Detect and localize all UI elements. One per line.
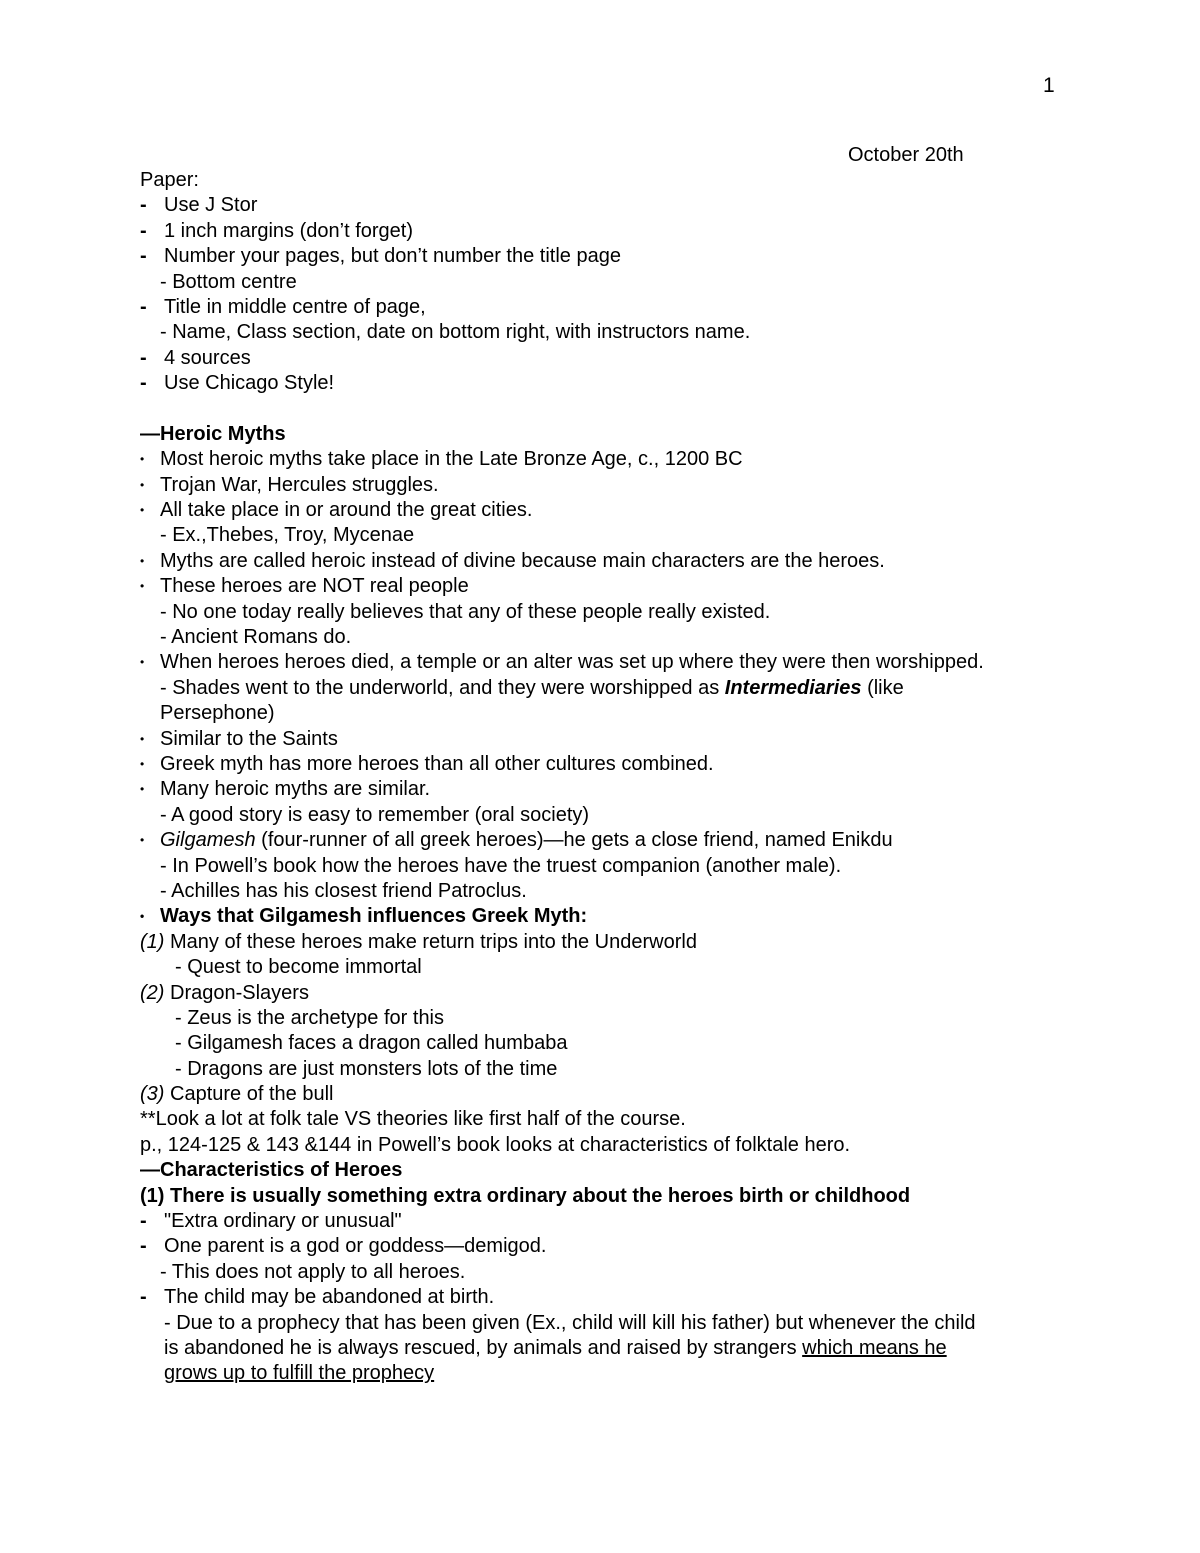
dash-bullet: -: [140, 1286, 147, 1309]
section-heading: —Heroic Myths: [140, 422, 286, 445]
dash-bullet: -: [140, 194, 147, 217]
dash-bullet: -: [140, 372, 147, 395]
underlined-text: grows up to fulfill the prophecy: [164, 1362, 435, 1385]
dot-bullet: •: [140, 731, 145, 746]
dash-bullet: -: [140, 295, 147, 318]
list-item-text: These heroes are NOT real people: [160, 575, 469, 598]
dash-bullet: -: [140, 1235, 147, 1258]
sub-item: [140, 1336, 1060, 1361]
list-item-text: Greek myth has more heroes than all other cultures combined.: [160, 752, 714, 775]
sub-item: - Achilles has his closest friend Patroclus.: [160, 879, 527, 902]
list-item: [140, 1285, 1060, 1310]
numbered-item-text: Many of these heroes make return trips into the Underworld: [170, 930, 697, 953]
item-number: (2): [140, 981, 165, 1004]
list-item: [140, 650, 1060, 675]
list-item: [140, 498, 1060, 523]
point-heading: (1) There is usually something extra ordinary about the heroes birth or childhood: [140, 1184, 911, 1207]
sub-item: [140, 676, 1060, 701]
section-heading: —Characteristics of Heroes: [140, 1159, 403, 1182]
paper-heading: Paper:: [140, 169, 199, 191]
dot-bullet: •: [140, 782, 145, 797]
list-item-text: (four-runner of all greek heroes)—he gets a close friend, named Enikdu: [261, 829, 893, 852]
dot-bullet: •: [140, 833, 145, 848]
date: October 20th: [848, 144, 964, 166]
list-item: [140, 574, 1060, 599]
list-item: [140, 752, 1060, 777]
numbered-item: [140, 981, 1060, 1006]
dash-bullet: -: [140, 245, 147, 268]
sub-item: [140, 1361, 1060, 1386]
list-item-text: Similar to the Saints: [160, 727, 338, 750]
list-item: [140, 1234, 1060, 1259]
list-item: [140, 295, 1060, 320]
sub-item-text: is abandoned he is always rescued, by animals and raised by strangers: [164, 1336, 797, 1359]
sub-item: - Gilgamesh faces a dragon called humbaba: [175, 1032, 568, 1055]
list-item: [140, 447, 1060, 472]
term-gilgamesh: Gilgamesh: [160, 829, 256, 852]
sub-item: - A good story is easy to remember (oral society): [160, 803, 590, 826]
list-item-text: "Extra ordinary or unusual": [164, 1210, 402, 1233]
list-item-text: 1 inch margins (don’t forget): [164, 219, 414, 242]
notes-body: [140, 168, 1060, 1387]
term-intermediaries: Intermediaries: [724, 676, 862, 699]
dot-bullet: •: [140, 756, 145, 771]
note-line: **Look a lot at folk tale VS theories like first half of the course.: [140, 1108, 686, 1131]
list-item-text: When heroes heroes died, a temple or an alter was set up where they were then worshipped.: [160, 651, 984, 674]
item-number: (1): [140, 930, 165, 953]
sub-item: - Zeus is the archetype for this: [175, 1006, 445, 1029]
dash-bullet: -: [140, 1210, 147, 1233]
underlined-text: which means he: [802, 1336, 947, 1359]
numbered-item: [140, 930, 1060, 955]
list-item: [140, 549, 1060, 574]
list-item-text: The child may be abandoned at birth.: [164, 1286, 495, 1309]
dot-bullet: •: [140, 553, 145, 568]
list-item-text: Myths are called heroic instead of divine because main characters are the heroes.: [160, 549, 885, 572]
list-item: [140, 727, 1060, 752]
list-item: [140, 244, 1060, 269]
dot-bullet: •: [140, 477, 145, 492]
sub-item-text: - Shades went to the underworld, and they were worshipped as: [160, 676, 720, 699]
list-item-text: 4 sources: [164, 346, 251, 369]
list-item-text: Number your pages, but don’t number the title page: [164, 245, 621, 268]
dot-bullet: •: [140, 655, 145, 670]
sub-item: Persephone): [160, 702, 275, 725]
sub-item: - This does not apply to all heroes.: [160, 1260, 466, 1283]
item-number: (3): [140, 1083, 165, 1106]
list-item-text: Use Chicago Style!: [164, 372, 335, 395]
list-item-text: Trojan War, Hercules struggles.: [160, 473, 439, 496]
sub-item: - Ancient Romans do.: [160, 626, 352, 649]
list-item: [140, 904, 1060, 929]
dash-bullet: -: [140, 219, 147, 242]
sub-item: - In Powell’s book how the heroes have the truest companion (another male).: [160, 854, 842, 877]
list-item: [140, 828, 1060, 853]
list-item: [140, 371, 1060, 396]
list-item: [140, 346, 1060, 371]
dot-bullet: •: [140, 452, 145, 467]
numbered-item-text: Dragon-Slayers: [170, 981, 309, 1004]
sub-item: - Quest to become immortal: [175, 956, 422, 979]
list-item-text: All take place in or around the great cities.: [160, 499, 533, 522]
sub-item: - No one today really believes that any of these people really existed.: [160, 600, 771, 623]
list-item-text: One parent is a god or goddess—demigod.: [164, 1235, 547, 1258]
list-item-text: Ways that Gilgamesh influences Greek Myth:: [160, 905, 588, 928]
numbered-item: [140, 1082, 1060, 1107]
list-item: [140, 1209, 1060, 1234]
dash-bullet: -: [140, 346, 147, 369]
sub-item-text: (like: [867, 676, 904, 699]
sub-item: - Due to a prophecy that has been given (Ex., child will kill his father) but whenever the child: [164, 1311, 976, 1334]
list-item-text: Use J Stor: [164, 194, 258, 217]
page-number: 1: [1043, 74, 1055, 97]
dot-bullet: •: [140, 909, 145, 924]
list-item-text: Most heroic myths take place in the Late Bronze Age, c., 1200 BC: [160, 448, 743, 471]
dot-bullet: •: [140, 503, 145, 518]
list-item: [140, 193, 1060, 218]
list-item-text: Many heroic myths are similar.: [160, 778, 431, 801]
list-item: [140, 473, 1060, 498]
note-line: p., 124-125 & 143 &144 in Powell’s book looks at characteristics of folktale hero.: [140, 1133, 851, 1156]
sub-item: - Name, Class section, date on bottom right, with instructors name.: [160, 321, 751, 344]
list-item-text: Title in middle centre of page,: [164, 295, 426, 318]
list-item: [140, 219, 1060, 244]
sub-item: - Dragons are just monsters lots of the time: [175, 1057, 558, 1080]
sub-item: - Bottom centre: [160, 270, 297, 293]
sub-item: - Ex.,Thebes, Troy, Mycenae: [160, 524, 415, 547]
list-item: [140, 777, 1060, 802]
numbered-item-text: Capture of the bull: [170, 1083, 334, 1106]
dot-bullet: •: [140, 579, 145, 594]
